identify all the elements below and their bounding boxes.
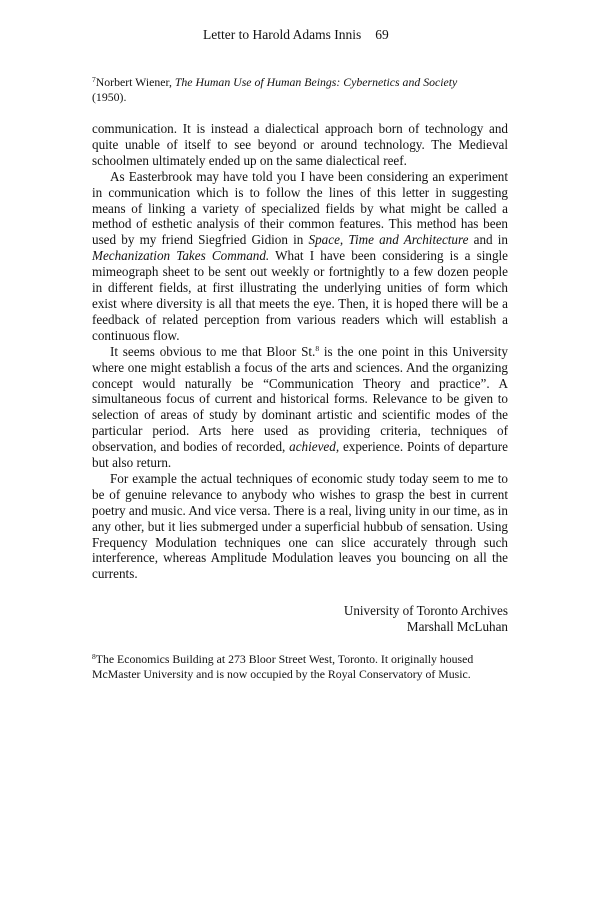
footnote-7-author: Norbert Wiener, [95,75,175,89]
paragraph-4 [92,471,508,582]
paragraph-2-part-2: and in [468,232,508,248]
footnote-7 [92,75,512,105]
page-number: 69 [375,27,389,42]
archive-source: University of Toronto Archives [343,603,508,618]
book-title-mechanization: Mechanization Takes Command. [92,248,270,264]
footnote-8-reference: 8 [315,343,320,353]
paragraph-3-part-3: experience. Points of departure but also return. [92,439,508,471]
author-name: Marshall McLuhan [406,619,508,634]
footnote-7-marker: 7 [92,75,96,84]
paragraph-3 [92,344,508,471]
footnote-8-text: The Economics Building at 273 Bloor Street West, Toronto. It originally housed McMaster University and is now occupied by the Royal Conservatory of Music. [92,652,474,681]
footnote-7-book-title: The Human Use of Human Beings: Cybernetics and Society [174,75,458,89]
paragraph-1 [92,121,508,169]
emphasis-achieved: achieved, [289,439,340,455]
letter-body [92,121,508,582]
book-title-space-time: Space, Time and Architecture [308,232,469,248]
paragraph-3-part-1: It seems obvious to me that Bloor St. [110,343,316,359]
paragraph-2-part-1: As Easterbrook may have told you I have been considering an experiment in communication which is to follow the lines of this letter in suggesting means of linking a variety of specialized fields by what might be called a method of esthetic analysis of their common features. This method has been used by my friend Siegfried Gidion in [92,168,508,248]
footnote-8 [92,652,504,682]
running-title: Letter to Harold Adams Innis [203,27,362,42]
paragraph-3-part-2: is the one point in this University where one might establish a focus of the arts and sciences. And the organizing concept would naturally be “Communication Theory and practice”. A simultaneous focus of current and historical forms. Relevance to be given to selection of areas of study by dominant artistic and scientific modes of the particular period. Arts here used as providing criteria, techniques of observation, and bodies of recorded, [92,343,508,455]
paragraph-4-text: For example the actual techniques of economic study today seem to me to be of genuine relevance to anybody who wishes to grasp the best in current poetry and music. And vice versa. There is a real, living unity in our time, as in any other, but it lies submerged under a superficial hubbub of sensation. Using Frequency Modulation techniques one can slice accurately through such interference, whereas Amplitude Modulation leaves you bouncing on all the currents. [92,470,508,582]
footnote-7-year: (1950). [92,90,127,104]
paragraph-2 [92,169,508,344]
running-header [203,27,389,43]
footnote-8-marker: 8 [92,652,96,661]
paragraph-1-text: communication. It is instead a dialectical approach born of technology and quite unable of itself to see beyond or around technology. The Medieval schoolmen ultimately ended up on the same dialectical reef. [92,121,508,168]
paragraph-2-part-3: What I have been considering is a single mimeograph sheet to be sent out weekly or fortnightly to a few dozen people in different fields, at first illustrating the underlying unities of form which exist where diversity is all that meets the eye. Then, it is hoped there will be a feedback of related perception from various readers which will establish a continuous flow. [92,248,508,343]
signature-block [344,603,508,635]
